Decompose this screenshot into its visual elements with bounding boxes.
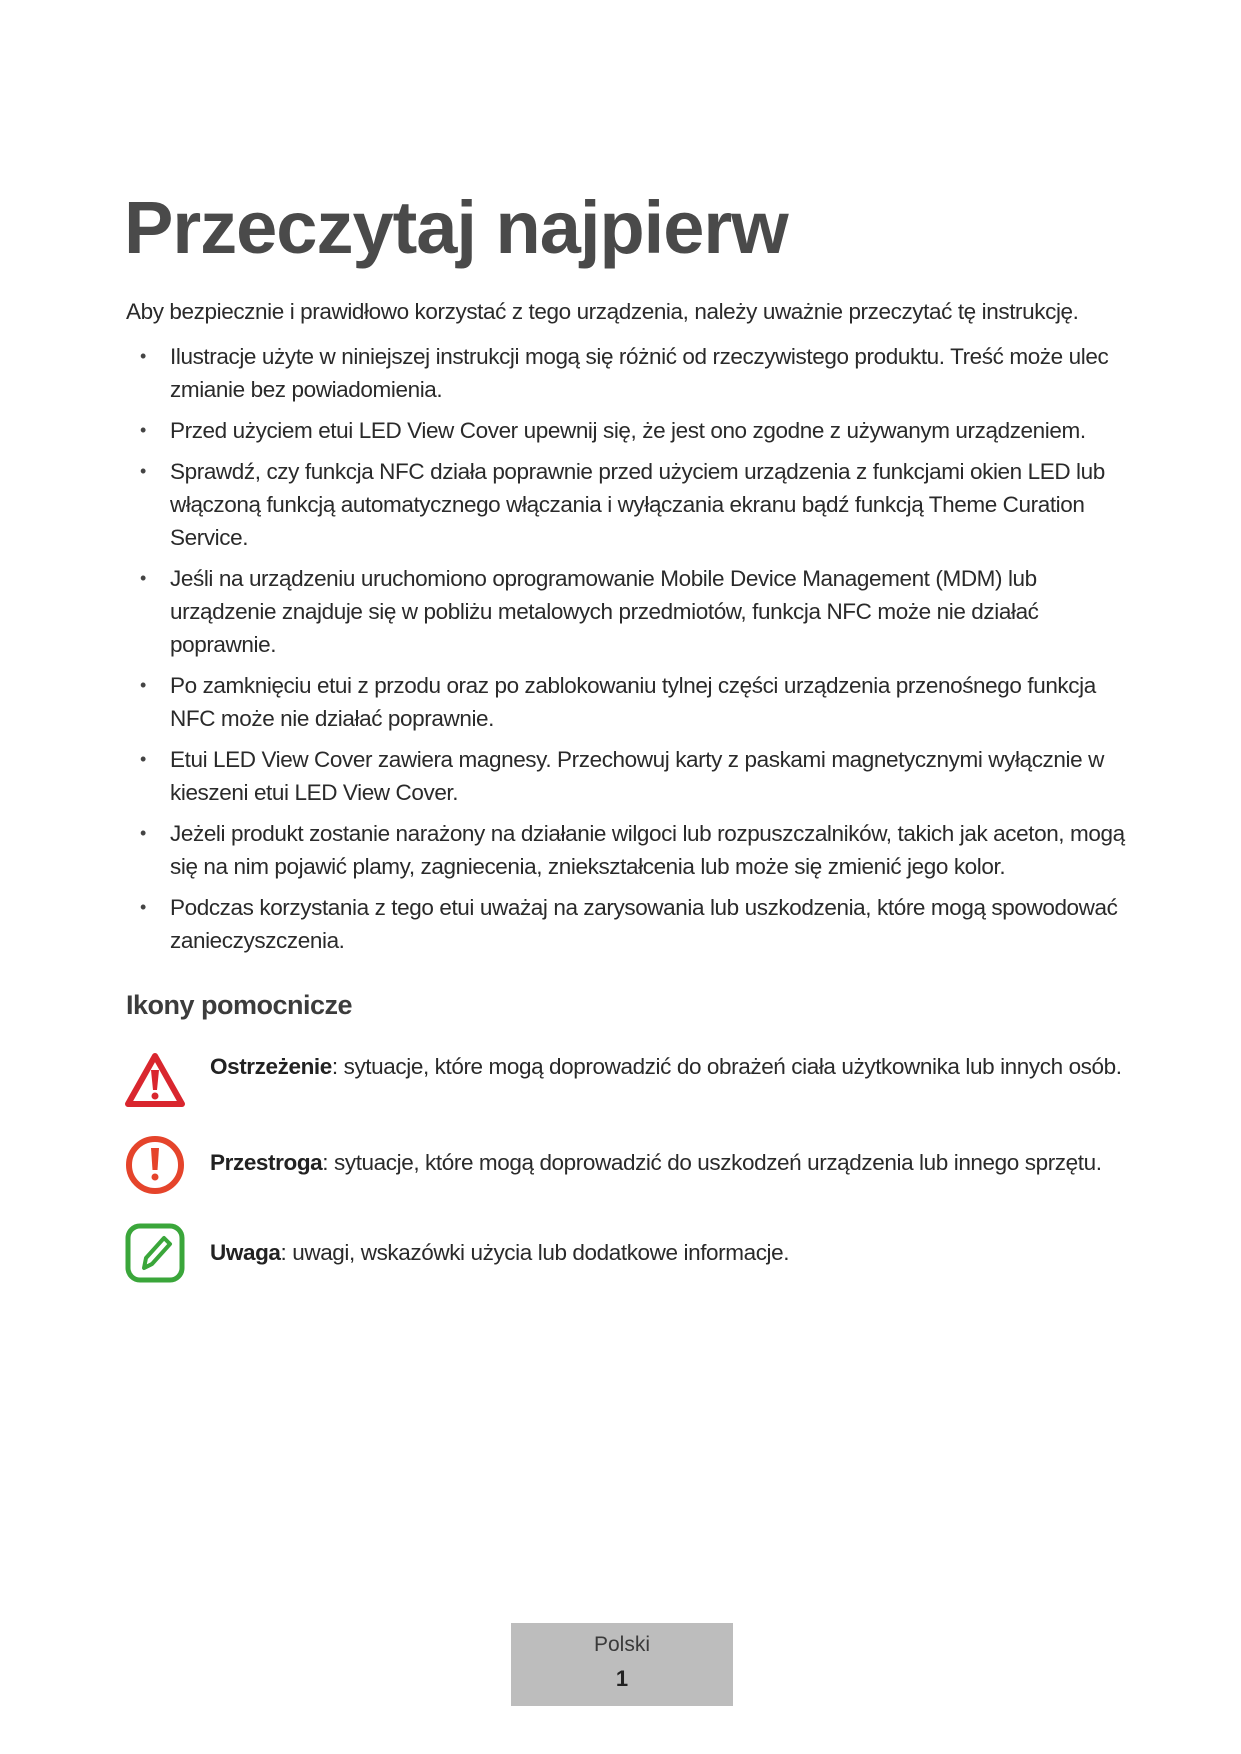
page-footer (511, 1623, 733, 1706)
warning-triangle-icon (124, 1050, 186, 1112)
list-item-text: Podczas korzystania z tego etui uważaj na zarysowania lub uszkodzenia, które mogą spowodować zanieczyszczenia. (170, 895, 1118, 953)
note-label: Uwaga (210, 1240, 281, 1265)
page-number: 1 (615, 1666, 629, 1691)
list-item (126, 817, 1136, 883)
bullet-list (126, 340, 1136, 965)
page-title: Przeczytaj najpierw (124, 186, 788, 269)
list-item (126, 891, 1136, 957)
footer-language: Polski (593, 1633, 651, 1656)
caution-text (210, 1146, 1140, 1179)
list-item (126, 340, 1136, 406)
warning-text (210, 1050, 1140, 1083)
list-item-text: Sprawdź, czy funkcja NFC działa poprawnie przed użyciem urządzenia z funkcjami okien LED lub włączoną funkcją automatycznego włączania i wyłączania ekranu bądź funkcją Theme Curation Service. (170, 459, 1105, 550)
warning-description: : sytuacje, które mogą doprowadzić do obrażeń ciała użytkownika lub innych osób. (331, 1054, 1122, 1079)
list-item-text: Jeżeli produkt zostanie narażony na działanie wilgoci lub rozpuszczalników, takich jak aceton, mogą się na nim pojawić plamy, zagniecenia, zniekształcenia lub może się zmienić jego kolor. (170, 821, 1125, 879)
list-item (126, 455, 1136, 554)
caution-description: : sytuacje, które mogą doprowadzić do uszkodzeń urządzenia lub innego sprzętu. (322, 1150, 1102, 1175)
note-description: : uwagi, wskazówki użycia lub dodatkowe informacje. (280, 1240, 790, 1265)
list-item-text: Po zamknięciu etui z przodu oraz po zablokowaniu tylnej części urządzenia przenośnego funkcja NFC może nie działać poprawnie. (170, 673, 1096, 731)
list-item (126, 414, 1136, 447)
list-item (126, 743, 1136, 809)
list-item (126, 562, 1136, 661)
bullet-icon: • (140, 675, 146, 695)
warning-label: Ostrzeżenie (210, 1054, 332, 1079)
caution-circle-icon (124, 1134, 186, 1196)
note-pencil-icon (124, 1222, 186, 1284)
list-item-text: Jeśli na urządzeniu uruchomiono oprogramowanie Mobile Device Management (MDM) lub urządzenie znajduje się w pobliżu metalowych przedmiotów, funkcja NFC może nie działać poprawnie. (170, 566, 1039, 657)
bullet-icon: • (140, 823, 146, 843)
bullet-icon: • (140, 420, 146, 440)
icons-heading: Ikony pomocnicze (126, 990, 353, 1020)
bullet-icon: • (140, 346, 146, 366)
bullet-icon: • (140, 461, 146, 481)
caution-label: Przestroga (210, 1150, 323, 1175)
list-item-text: Ilustracje użyte w niniejszej instrukcji mogą się różnić od rzeczywistego produktu. Treść może ulec zmianie bez powiadomienia. (170, 344, 1109, 402)
note-text (210, 1236, 1140, 1269)
bullet-icon: • (140, 897, 146, 917)
bullet-icon: • (140, 568, 146, 588)
bullet-icon: • (140, 749, 146, 769)
list-item-text: Etui LED View Cover zawiera magnesy. Przechowuj karty z paskami magnetycznymi wyłącznie w kieszeni etui LED View Cover. (170, 747, 1104, 805)
list-item-text: Przed użyciem etui LED View Cover upewnij się, że jest ono zgodne z używanym urządzeniem. (170, 418, 1086, 443)
intro-paragraph: Aby bezpiecznie i prawidłowo korzystać z tego urządzenia, należy uważnie przeczytać tę instrukcję. (126, 299, 1079, 324)
list-item (126, 669, 1136, 735)
